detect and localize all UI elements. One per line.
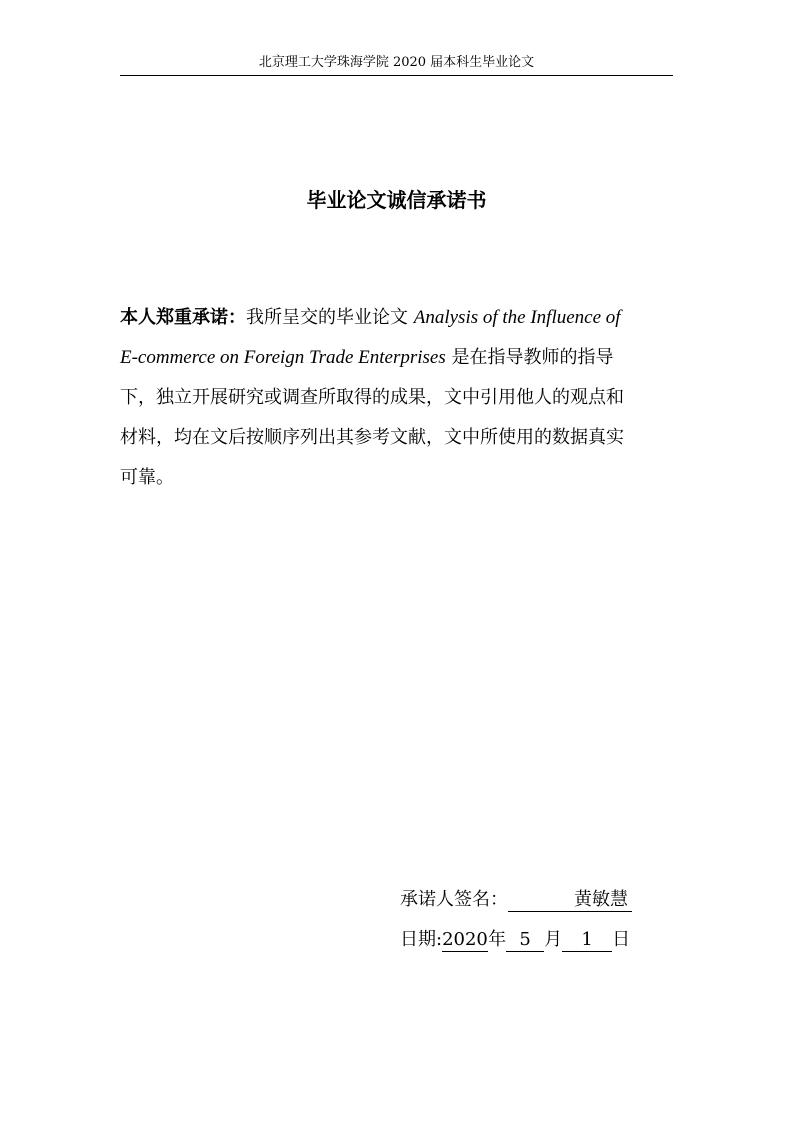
signature-row [400, 880, 632, 920]
pledge-line-2-tail: 是在指导教师的指导 [445, 347, 614, 368]
pledge-line-4: 材料，均在文后按顺序列出其参考文献，文中所使用的数据真实 [120, 427, 624, 448]
date-day-unit: 日 [612, 929, 631, 950]
signature-name: 黄敏慧 [508, 889, 632, 912]
pledge-paragraph [120, 298, 680, 498]
document-title: 毕业论文诚信承诺书 [306, 188, 487, 212]
pledge-intro: 我所呈交的毕业论文 [246, 307, 414, 328]
date-year-unit: 年 [488, 929, 507, 950]
thesis-title-part-1: Analysis of the Influence of [413, 307, 621, 328]
date-label: 日期: [400, 929, 443, 950]
pledge-line-1 [120, 298, 680, 338]
date-year: 2020 [442, 929, 488, 950]
pledge-line-3: 下，独立开展研究或调查所取得的成果，文中引用他人的观点和 [120, 387, 624, 408]
date-month: 5 [506, 929, 544, 952]
page-header: 北京理工大学珠海学院 2020 届本科生毕业论文 [258, 55, 535, 70]
date-day: 1 [562, 929, 612, 952]
signature-block [400, 880, 632, 960]
date-row [400, 920, 632, 960]
thesis-title-part-2: E-commerce on Foreign Trade Enterprises [120, 347, 446, 368]
pledge-line-5: 可靠。 [120, 467, 174, 488]
header-rule [120, 75, 673, 76]
pledge-line-2 [120, 338, 680, 378]
signature-label: 承诺人签名： [400, 889, 508, 910]
date-month-unit: 月 [544, 929, 563, 950]
pledge-lead: 本人郑重承诺： [120, 307, 246, 328]
